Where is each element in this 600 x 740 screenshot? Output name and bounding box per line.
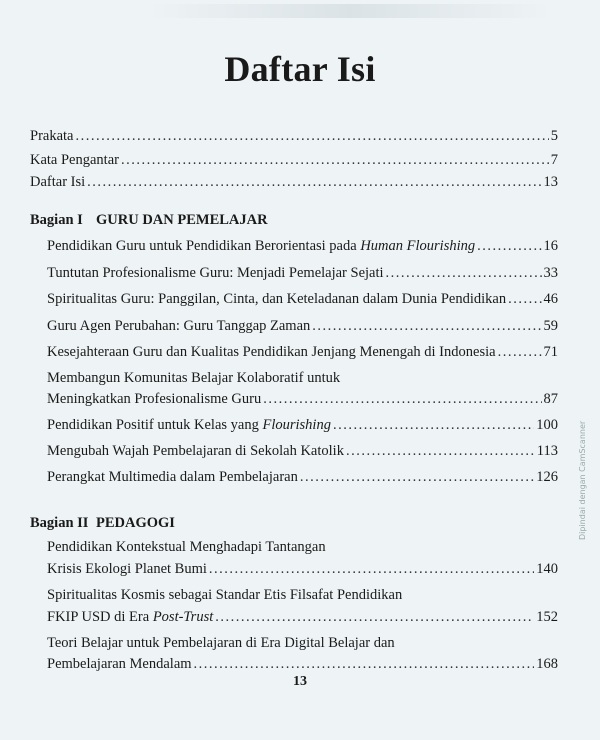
section-number: Bagian I	[30, 212, 83, 228]
toc-entry-page: 33	[543, 265, 558, 281]
toc-entry-daftar-isi[interactable]	[30, 174, 558, 191]
toc-entry-title: Mengubah Wajah Pembelajaran di Sekolah Katolik	[47, 443, 344, 459]
toc-entry-page: 46	[543, 291, 558, 307]
toc-entry-kata-pengantar[interactable]	[30, 152, 558, 169]
toc-entry[interactable]	[47, 391, 558, 408]
dot-leader	[87, 174, 541, 191]
toc-entry-page: 16	[543, 238, 558, 254]
scanner-watermark: Dipindai dengan CamScanner	[578, 420, 587, 540]
dot-leader	[312, 318, 541, 335]
toc-entry[interactable]	[47, 344, 558, 361]
toc-entry-page: 113	[536, 443, 558, 459]
toc-entry-first-line: Spiritualitas Kosmis sebagai Standar Etis Filsafat Pendidikan	[47, 587, 403, 603]
dot-leader	[477, 238, 541, 255]
toc-entry-first-line: Pendidikan Kontekstual Menghadapi Tantangan	[47, 539, 326, 555]
dot-leader	[333, 417, 534, 434]
toc-entry-title: Daftar Isi	[30, 174, 86, 190]
section-heading-bagian-1	[30, 212, 268, 229]
toc-entry-page: 140	[536, 561, 558, 577]
toc-entry-page: 126	[536, 469, 558, 485]
toc-entry-title: Krisis Ekologi Planet Bumi	[47, 561, 207, 577]
toc-entry-title: Perangkat Multimedia dalam Pembelajaran	[47, 469, 298, 485]
page-number: 13	[293, 674, 307, 689]
toc-entry[interactable]	[47, 291, 558, 308]
toc-entry[interactable]	[47, 469, 558, 486]
toc-entry-title: Tuntutan Profesionalisme Guru: Menjadi Pemelajar Sejati	[47, 265, 384, 281]
dot-leader	[263, 391, 541, 408]
section-number: Bagian II	[30, 515, 89, 531]
dot-leader	[346, 443, 535, 460]
toc-entry-page: 7	[550, 152, 558, 168]
dot-leader	[498, 344, 542, 361]
toc-entry[interactable]	[47, 561, 558, 578]
toc-entry-title: Pembelajaran Mendalam	[47, 656, 192, 672]
toc-entry-page: 13	[543, 174, 558, 190]
toc-entry[interactable]	[47, 318, 558, 335]
toc-entry-page: 5	[550, 128, 558, 144]
bleed-through-texture	[150, 4, 550, 18]
toc-entry-title: Kesejahteraan Guru dan Kualitas Pendidikan Jenjang Menengah di Indonesia	[47, 344, 496, 360]
toc-entry-page: 100	[536, 417, 558, 433]
section-label: GURU DAN PEMELAJAR	[96, 212, 268, 228]
dot-leader	[508, 291, 541, 308]
toc-entry[interactable]	[47, 238, 558, 255]
page-title: Daftar Isi	[224, 49, 376, 89]
toc-entry[interactable]	[47, 656, 558, 673]
toc-entry-prakata[interactable]	[30, 128, 558, 145]
toc-entry-title: Prakata	[30, 128, 74, 144]
toc-entry-title: Pendidikan Positif untuk Kelas yang Flourishing	[47, 417, 331, 433]
dot-leader	[75, 128, 548, 145]
toc-entry-title: Pendidikan Guru untuk Pendidikan Berorientasi pada Human Flourishing	[47, 238, 476, 254]
toc-entry-first-line: Teori Belajar untuk Pembelajaran di Era Digital Belajar dan	[47, 635, 395, 651]
toc-entry-page: 59	[543, 318, 558, 334]
toc-entry-page: 87	[543, 391, 558, 407]
dot-leader	[194, 656, 535, 673]
toc-entry-page: 168	[536, 656, 558, 672]
section-heading-bagian-2	[30, 515, 175, 532]
toc-entry-title: Guru Agen Perubahan: Guru Tanggap Zaman	[47, 318, 311, 334]
toc-entry-title: FKIP USD di Era Post-Trust	[47, 609, 214, 625]
dot-leader	[209, 561, 534, 578]
dot-leader	[121, 152, 549, 169]
toc-entry-first-line: Membangun Komunitas Belajar Kolaboratif untuk	[47, 370, 341, 386]
dot-leader	[215, 609, 534, 626]
toc-entry-title: Kata Pengantar	[30, 152, 119, 168]
toc-entry[interactable]	[47, 443, 558, 460]
dot-leader	[300, 469, 534, 486]
dot-leader	[386, 265, 542, 282]
toc-entry[interactable]	[47, 417, 558, 434]
toc-entry-title: Meningkatkan Profesionalisme Guru	[47, 391, 262, 407]
toc-entry-page: 71	[543, 344, 558, 360]
toc-entry[interactable]	[47, 609, 558, 626]
section-label: PEDAGOGI	[96, 515, 175, 531]
toc-entry-page: 152	[536, 609, 558, 625]
toc-entry-title: Spiritualitas Guru: Panggilan, Cinta, dan Keteladanan dalam Dunia Pendidikan	[47, 291, 507, 307]
toc-entry[interactable]	[47, 265, 558, 282]
